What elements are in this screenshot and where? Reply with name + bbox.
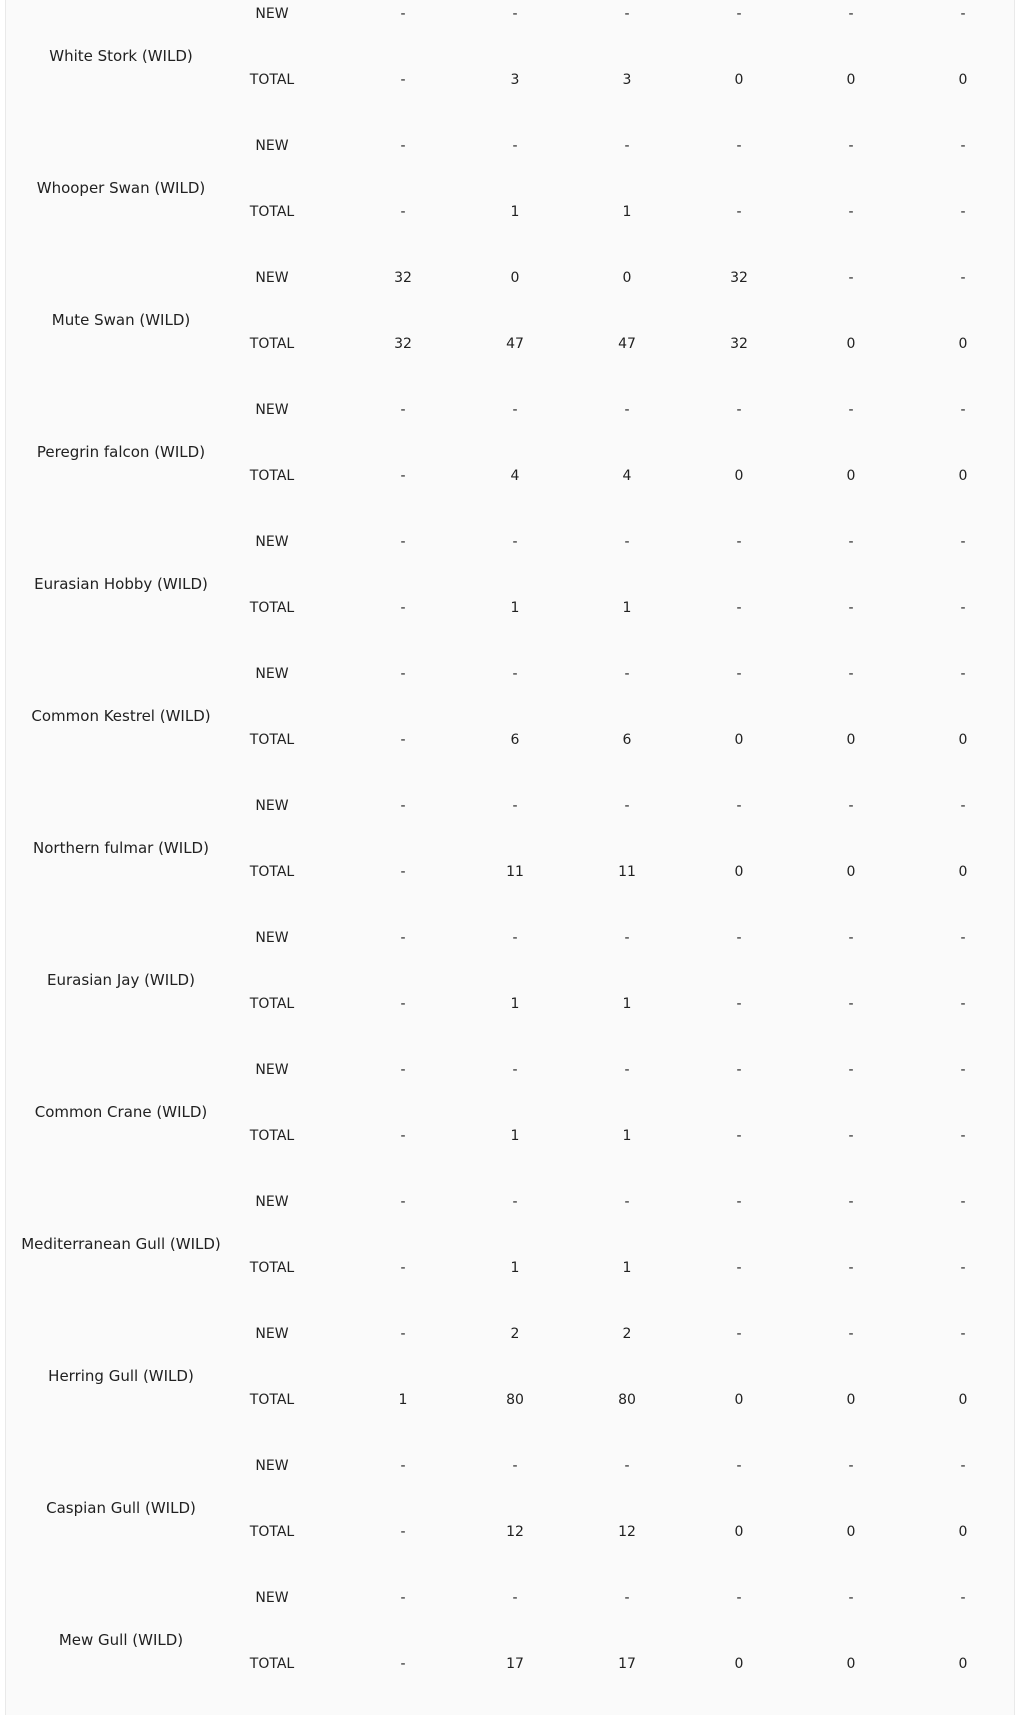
table-cell: 32 <box>394 336 412 352</box>
new-row <box>232 1324 992 1344</box>
species-name: Mute Swan (WILD) <box>51 311 191 329</box>
row-type-label: NEW <box>255 930 289 946</box>
table-cell: 0 <box>734 72 744 88</box>
new-row <box>232 664 992 684</box>
table-cell: - <box>960 996 966 1012</box>
table-cell: - <box>960 930 966 946</box>
row-type-label: TOTAL <box>249 1392 295 1408</box>
table-cell: - <box>624 798 630 814</box>
table-cell: 0 <box>734 468 744 484</box>
table-cell: 2 <box>510 1326 520 1342</box>
total-row <box>232 1654 992 1674</box>
total-row <box>232 70 992 90</box>
total-row <box>232 1126 992 1146</box>
table-cell: 0 <box>958 1656 968 1672</box>
table-cell: - <box>400 1194 406 1210</box>
table-cell: - <box>848 930 854 946</box>
table-cell: - <box>400 1458 406 1474</box>
row-type-label: NEW <box>255 6 289 22</box>
table-cell: 1 <box>510 600 520 616</box>
table-cell: - <box>736 402 742 418</box>
table-cell: 0 <box>734 1392 744 1408</box>
species-name: Mew Gull (WILD) <box>58 1631 184 1649</box>
total-row <box>232 598 992 618</box>
table-cell: 0 <box>846 336 856 352</box>
species-name: Northern fulmar (WILD) <box>33 839 209 857</box>
row-type-label: TOTAL <box>249 732 295 748</box>
table-cell: - <box>512 666 518 682</box>
table-cell: - <box>512 402 518 418</box>
table-cell: 80 <box>618 1392 636 1408</box>
new-row <box>232 1456 992 1476</box>
table-cell: 32 <box>730 270 748 286</box>
row-type-label: TOTAL <box>249 1524 295 1540</box>
table-cell: - <box>400 138 406 154</box>
row-type-label: TOTAL <box>249 1656 295 1672</box>
row-type-label: NEW <box>255 270 289 286</box>
new-row <box>232 796 992 816</box>
new-row <box>232 1588 992 1608</box>
species-name: Common Kestrel (WILD) <box>31 707 211 725</box>
table-cell: - <box>848 1062 854 1078</box>
new-row <box>232 4 992 24</box>
species-name: Herring Gull (WILD) <box>48 1367 194 1385</box>
table-cell: - <box>960 1260 966 1276</box>
table-cell: 1 <box>398 1392 408 1408</box>
total-row <box>232 730 992 750</box>
table-cell: - <box>960 1590 966 1606</box>
table-cell: - <box>400 1524 406 1540</box>
new-row <box>232 268 992 288</box>
table-cell: 11 <box>618 864 636 880</box>
row-type-label: TOTAL <box>249 72 295 88</box>
table-cell: - <box>512 534 518 550</box>
species-group <box>6 1046 1016 1178</box>
total-row <box>232 334 992 354</box>
table-cell: - <box>400 534 406 550</box>
table-cell: 0 <box>846 468 856 484</box>
table-cell: 0 <box>846 1656 856 1672</box>
table-cell: - <box>624 1062 630 1078</box>
table-cell: - <box>848 600 854 616</box>
table-cell: - <box>400 468 406 484</box>
table-cell: 0 <box>958 468 968 484</box>
table-cell: - <box>736 1326 742 1342</box>
species-group <box>6 386 1016 518</box>
table-cell: - <box>736 798 742 814</box>
table-cell: - <box>624 1590 630 1606</box>
species-name: Common Crane (WILD) <box>34 1103 208 1121</box>
table-cell: - <box>736 600 742 616</box>
table-cell: - <box>736 138 742 154</box>
table-cell: - <box>848 1326 854 1342</box>
table-cell: - <box>960 1458 966 1474</box>
table-cell: - <box>512 930 518 946</box>
table-cell: - <box>960 600 966 616</box>
table-cell: - <box>624 402 630 418</box>
table-cell: - <box>736 930 742 946</box>
total-row <box>232 202 992 222</box>
new-row <box>232 928 992 948</box>
table-cell: 1 <box>622 600 632 616</box>
table-cell: - <box>400 1128 406 1144</box>
row-type-label: NEW <box>255 666 289 682</box>
new-row <box>232 1192 992 1212</box>
table-cell: - <box>400 666 406 682</box>
table-cell: 3 <box>510 72 520 88</box>
species-name: Whooper Swan (WILD) <box>36 179 206 197</box>
table-cell: - <box>736 1194 742 1210</box>
row-type-label: TOTAL <box>249 1128 295 1144</box>
table-cell: - <box>960 798 966 814</box>
new-row <box>232 136 992 156</box>
row-type-label: NEW <box>255 1062 289 1078</box>
table-cell: - <box>960 1128 966 1144</box>
species-group <box>6 1574 1016 1706</box>
table-cell: - <box>512 1458 518 1474</box>
table-cell: - <box>960 666 966 682</box>
table-cell: - <box>400 1326 406 1342</box>
row-type-label: NEW <box>255 798 289 814</box>
table-cell: 17 <box>506 1656 524 1672</box>
new-row <box>232 400 992 420</box>
table-cell: 0 <box>958 732 968 748</box>
table-cell: 0 <box>958 1524 968 1540</box>
table-cell: 1 <box>622 1260 632 1276</box>
table-cell: 11 <box>506 864 524 880</box>
table-cell: 6 <box>510 732 520 748</box>
row-type-label: TOTAL <box>249 864 295 880</box>
table-cell: - <box>960 204 966 220</box>
table-cell: - <box>960 402 966 418</box>
table-cell: - <box>400 1590 406 1606</box>
table-cell: - <box>624 6 630 22</box>
table-cell: 0 <box>958 1392 968 1408</box>
row-type-label: TOTAL <box>249 468 295 484</box>
total-row <box>232 1390 992 1410</box>
table-cell: - <box>624 534 630 550</box>
table-cell: - <box>512 1590 518 1606</box>
table-cell: - <box>512 798 518 814</box>
table-cell: 0 <box>734 732 744 748</box>
table-cell: - <box>960 6 966 22</box>
table-cell: - <box>848 534 854 550</box>
table-cell: - <box>512 138 518 154</box>
table-cell: - <box>848 666 854 682</box>
species-group <box>6 1310 1016 1442</box>
table-cell: 0 <box>734 1524 744 1540</box>
table-cell: - <box>400 204 406 220</box>
table-cell: - <box>512 6 518 22</box>
table-cell: 0 <box>958 864 968 880</box>
table-cell: - <box>400 402 406 418</box>
row-type-label: TOTAL <box>249 204 295 220</box>
table-cell: - <box>736 1062 742 1078</box>
species-group <box>6 122 1016 254</box>
table-cell: - <box>960 138 966 154</box>
new-row <box>232 532 992 552</box>
table-cell: - <box>960 1062 966 1078</box>
table-cell: 1 <box>622 996 632 1012</box>
total-row <box>232 1522 992 1542</box>
table-cell: - <box>400 798 406 814</box>
table-cell: 0 <box>846 864 856 880</box>
table-cell: 1 <box>510 1260 520 1276</box>
row-type-label: TOTAL <box>249 600 295 616</box>
table-cell: - <box>960 1194 966 1210</box>
table-cell: - <box>400 72 406 88</box>
table-cell: - <box>736 1260 742 1276</box>
table-cell: 12 <box>618 1524 636 1540</box>
table-cell: - <box>736 534 742 550</box>
table-cell: - <box>848 1128 854 1144</box>
species-group <box>6 1442 1016 1574</box>
species-name: White Stork (WILD) <box>49 47 193 65</box>
table-cell: - <box>848 996 854 1012</box>
row-type-label: NEW <box>255 402 289 418</box>
table-cell: - <box>848 204 854 220</box>
table-cell: - <box>960 534 966 550</box>
table-cell: - <box>960 1326 966 1342</box>
row-type-label: TOTAL <box>249 336 295 352</box>
table-cell: - <box>736 6 742 22</box>
species-name: Peregrin falcon (WILD) <box>36 443 206 461</box>
table-cell: - <box>512 1062 518 1078</box>
table-cell: 0 <box>734 1656 744 1672</box>
table-cell: - <box>624 930 630 946</box>
table-cell: 47 <box>506 336 524 352</box>
table-cell: 0 <box>846 1524 856 1540</box>
table-cell: 1 <box>510 1128 520 1144</box>
table-cell: - <box>848 6 854 22</box>
table-cell: 4 <box>622 468 632 484</box>
row-type-label: NEW <box>255 138 289 154</box>
table-cell: - <box>848 1260 854 1276</box>
species-table <box>5 0 1015 1715</box>
table-cell: 3 <box>622 72 632 88</box>
table-cell: 6 <box>622 732 632 748</box>
table-cell: 0 <box>846 1392 856 1408</box>
table-cell: - <box>848 1458 854 1474</box>
table-cell: 0 <box>510 270 520 286</box>
table-cell: 12 <box>506 1524 524 1540</box>
table-cell: 0 <box>846 72 856 88</box>
table-cell: - <box>400 6 406 22</box>
row-type-label: TOTAL <box>249 996 295 1012</box>
species-name: Eurasian Jay (WILD) <box>47 971 195 989</box>
row-type-label: NEW <box>255 1458 289 1474</box>
row-type-label: NEW <box>255 534 289 550</box>
table-cell: - <box>400 1062 406 1078</box>
table-cell: - <box>848 402 854 418</box>
row-type-label: NEW <box>255 1326 289 1342</box>
species-name: Eurasian Hobby (WILD) <box>34 575 208 593</box>
row-type-label: TOTAL <box>249 1260 295 1276</box>
species-group <box>6 254 1016 386</box>
total-row <box>232 994 992 1014</box>
species-group <box>6 0 1016 122</box>
table-cell: - <box>848 1590 854 1606</box>
table-cell: - <box>624 1194 630 1210</box>
table-cell: - <box>736 996 742 1012</box>
table-cell: 0 <box>958 336 968 352</box>
table-cell: 1 <box>622 204 632 220</box>
table-cell: - <box>624 1458 630 1474</box>
row-type-label: NEW <box>255 1590 289 1606</box>
table-cell: 0 <box>734 864 744 880</box>
table-cell: - <box>848 138 854 154</box>
table-cell: - <box>400 1260 406 1276</box>
table-cell: - <box>400 732 406 748</box>
total-row <box>232 466 992 486</box>
table-cell: - <box>400 600 406 616</box>
table-cell: - <box>736 1590 742 1606</box>
table-cell: - <box>400 1656 406 1672</box>
species-group <box>6 914 1016 1046</box>
table-cell: 0 <box>622 270 632 286</box>
table-cell: 1 <box>510 996 520 1012</box>
table-cell: - <box>848 1194 854 1210</box>
species-group <box>6 650 1016 782</box>
species-name: Caspian Gull (WILD) <box>46 1499 196 1517</box>
table-cell: 32 <box>730 336 748 352</box>
species-name: Mediterranean Gull (WILD) <box>21 1235 221 1253</box>
table-cell: - <box>736 1458 742 1474</box>
table-cell: 0 <box>958 72 968 88</box>
species-group <box>6 518 1016 650</box>
row-type-label: NEW <box>255 1194 289 1210</box>
table-cell: - <box>512 1194 518 1210</box>
new-row <box>232 1060 992 1080</box>
table-cell: - <box>400 996 406 1012</box>
table-cell: - <box>400 864 406 880</box>
table-cell: - <box>624 666 630 682</box>
table-cell: - <box>736 204 742 220</box>
species-group <box>6 782 1016 914</box>
table-cell: - <box>736 1128 742 1144</box>
total-row <box>232 862 992 882</box>
table-cell: - <box>960 270 966 286</box>
table-cell: 4 <box>510 468 520 484</box>
table-cell: 1 <box>622 1128 632 1144</box>
table-cell: - <box>736 666 742 682</box>
table-cell: 47 <box>618 336 636 352</box>
table-cell: 17 <box>618 1656 636 1672</box>
table-cell: - <box>848 798 854 814</box>
total-row <box>232 1258 992 1278</box>
species-group <box>6 1178 1016 1310</box>
table-cell: - <box>624 138 630 154</box>
table-cell: - <box>400 930 406 946</box>
table-cell: 80 <box>506 1392 524 1408</box>
table-cell: 32 <box>394 270 412 286</box>
table-cell: 2 <box>622 1326 632 1342</box>
table-cell: - <box>848 270 854 286</box>
table-cell: 0 <box>846 732 856 748</box>
table-cell: 1 <box>510 204 520 220</box>
